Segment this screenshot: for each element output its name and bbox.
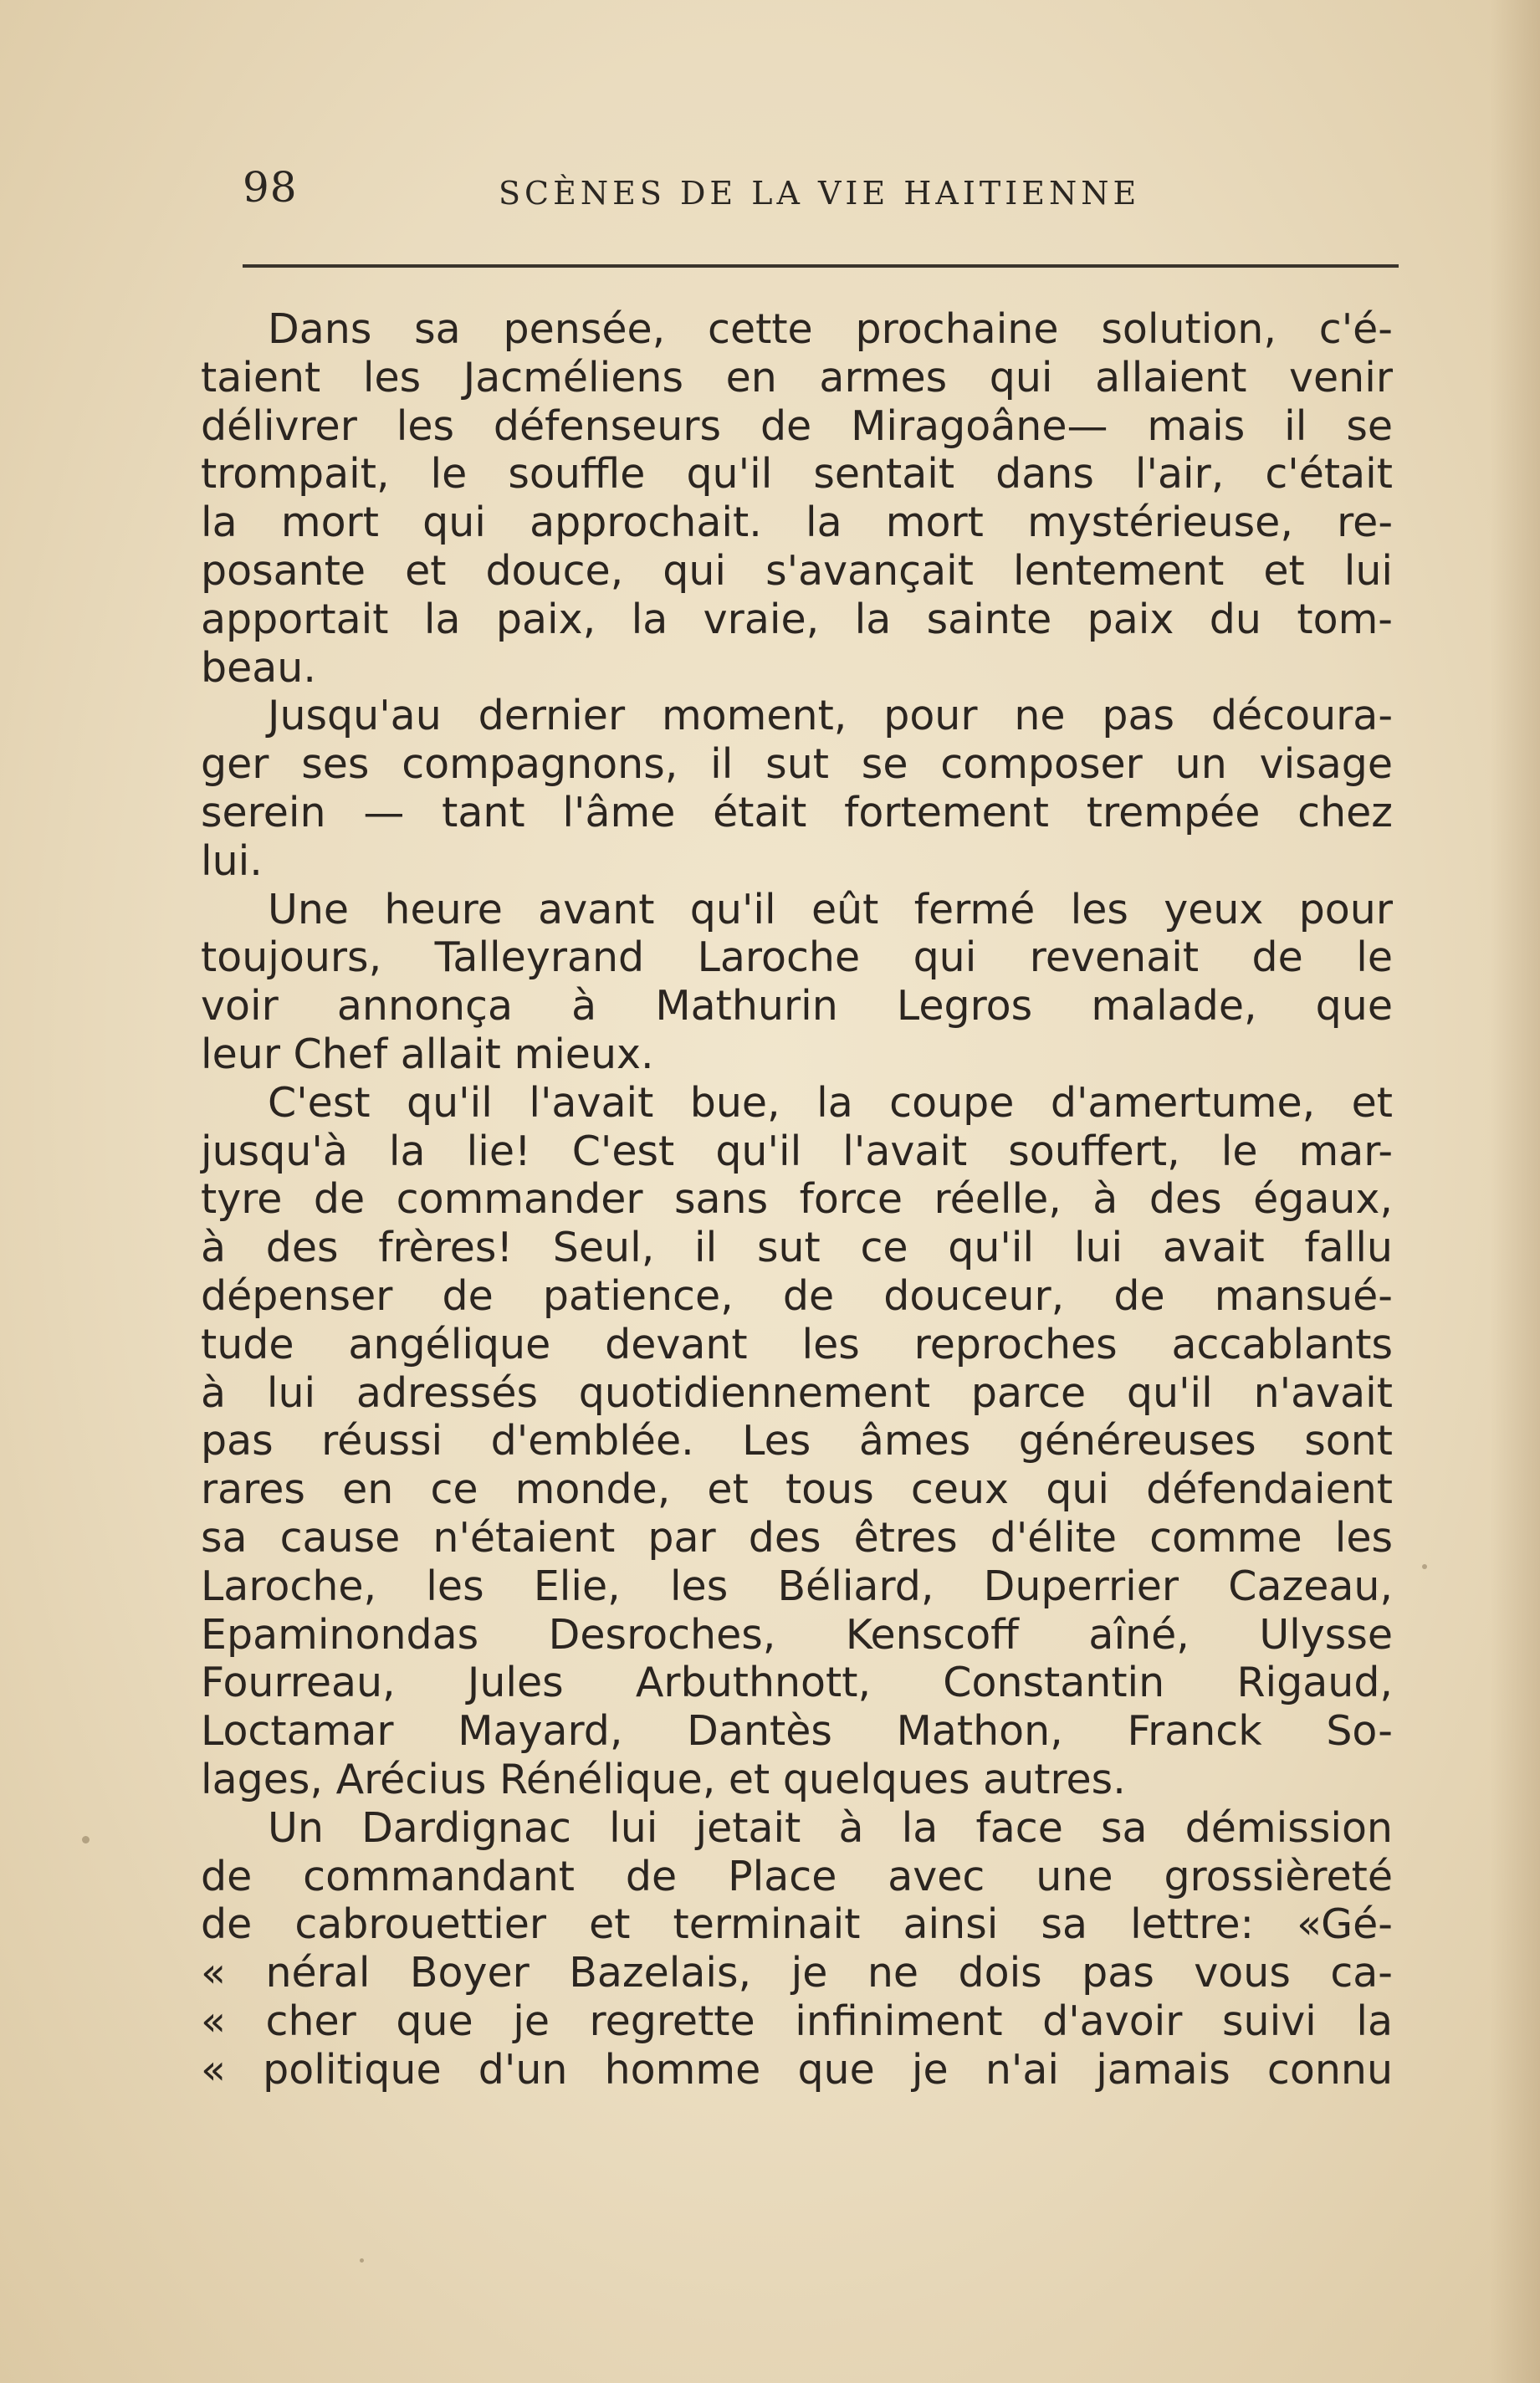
text-line: « politique d'un homme que je n'ai jamais connu: [201, 2045, 1393, 2094]
paragraph: [201, 305, 1393, 692]
text-line: dépenser de patience, de douceur, de mansué-: [201, 1271, 1393, 1320]
text-line: serein — tant l'âme était fortement trempée chez: [201, 788, 1393, 836]
text-line: de commandant de Place avec une grossièreté: [201, 1852, 1393, 1900]
text-line: jusqu'à la lie! C'est qu'il l'avait souffert, le mar-: [201, 1127, 1393, 1175]
body-text: [201, 305, 1393, 2094]
text-line: la mort qui approchait. la mort mystérieuse, re-: [201, 499, 1393, 547]
text-line: « cher que je regrette infiniment d'avoir suivi la: [201, 1997, 1393, 2045]
header-rule: [243, 264, 1399, 268]
text-line: rares en ce monde, et tous ceux qui défendaient: [201, 1465, 1393, 1514]
text-line: taient les Jacméliens en armes qui allaient venir: [201, 353, 1393, 401]
text-line: Fourreau, Jules Arbuthnott, Constantin Rigaud,: [201, 1659, 1393, 1707]
text-line: ger ses compagnons, il sut se composer un visage: [201, 740, 1393, 789]
text-line: tude angélique devant les reproches accablants: [201, 1320, 1393, 1368]
paragraph: [201, 1804, 1393, 2094]
text-line: Jusqu'au dernier moment, pour ne pas découra-: [268, 692, 1393, 740]
paragraph: [201, 1079, 1393, 1804]
text-line: Un Dardignac lui jetait à la face sa démission: [268, 1803, 1393, 1852]
page-header: [243, 163, 1397, 222]
paper-speck: [82, 1836, 90, 1844]
running-title: SCÈNES DE LA VIE HAITIENNE: [499, 175, 1141, 212]
text-line: trompait, le souffle qu'il sentait dans l'air, c'était: [201, 450, 1393, 499]
text-line: apportait la paix, la vraie, la sainte paix du tom-: [201, 595, 1393, 643]
text-line: lui.: [201, 836, 263, 885]
text-line: tyre de commander sans force réelle, à des égaux,: [201, 1175, 1393, 1224]
text-line: leur Chef allait mieux.: [201, 1030, 654, 1078]
text-line: Dans sa pensée, cette prochaine solution, c'é-: [268, 305, 1393, 353]
text-line: à lui adressés quotidiennement parce qu'il n'avait: [201, 1368, 1393, 1417]
text-line: voir annonça à Mathurin Legros malade, que: [201, 982, 1393, 1030]
text-line: à des frères! Seul, il sut ce qu'il lui avait fallu: [201, 1224, 1393, 1272]
text-line: C'est qu'il l'avait bue, la coupe d'amertume, et: [268, 1078, 1393, 1127]
text-line: sa cause n'étaient par des êtres d'élite comme les: [201, 1513, 1393, 1562]
paper-speck: [1422, 1564, 1427, 1569]
text-line: toujours, Talleyrand Laroche qui revenait de le: [201, 933, 1393, 982]
paragraph: [201, 886, 1393, 1079]
paragraph: [201, 692, 1393, 885]
page-number: 98: [243, 163, 298, 212]
text-line: Loctamar Mayard, Dantès Mathon, Franck So-: [201, 1707, 1393, 1756]
text-line: beau.: [201, 643, 316, 692]
text-line: « néral Boyer Bazelais, je ne dois pas vous ca-: [201, 1949, 1393, 1997]
text-line: pas réussi d'emblée. Les âmes généreuses sont: [201, 1417, 1393, 1465]
text-line: posante et douce, qui s'avançait lentement et lui: [201, 546, 1393, 595]
text-line: Laroche, les Elie, les Béliard, Duperrier Cazeau,: [201, 1562, 1393, 1610]
text-line: lages, Arécius Rénélique, et quelques autres.: [201, 1755, 1126, 1803]
text-line: délivrer les défenseurs de Miragoâne— mais il se: [201, 401, 1393, 450]
text-line: de cabrouettier et terminait ainsi sa lettre: «Gé-: [201, 1900, 1393, 1949]
text-line: Une heure avant qu'il eût fermé les yeux pour: [268, 885, 1393, 933]
paper-speck: [360, 2258, 364, 2263]
page-edge-shadow: [1490, 0, 1540, 2383]
text-line: Epaminondas Desroches, Kenscoff aîné, Ulysse: [201, 1610, 1393, 1659]
